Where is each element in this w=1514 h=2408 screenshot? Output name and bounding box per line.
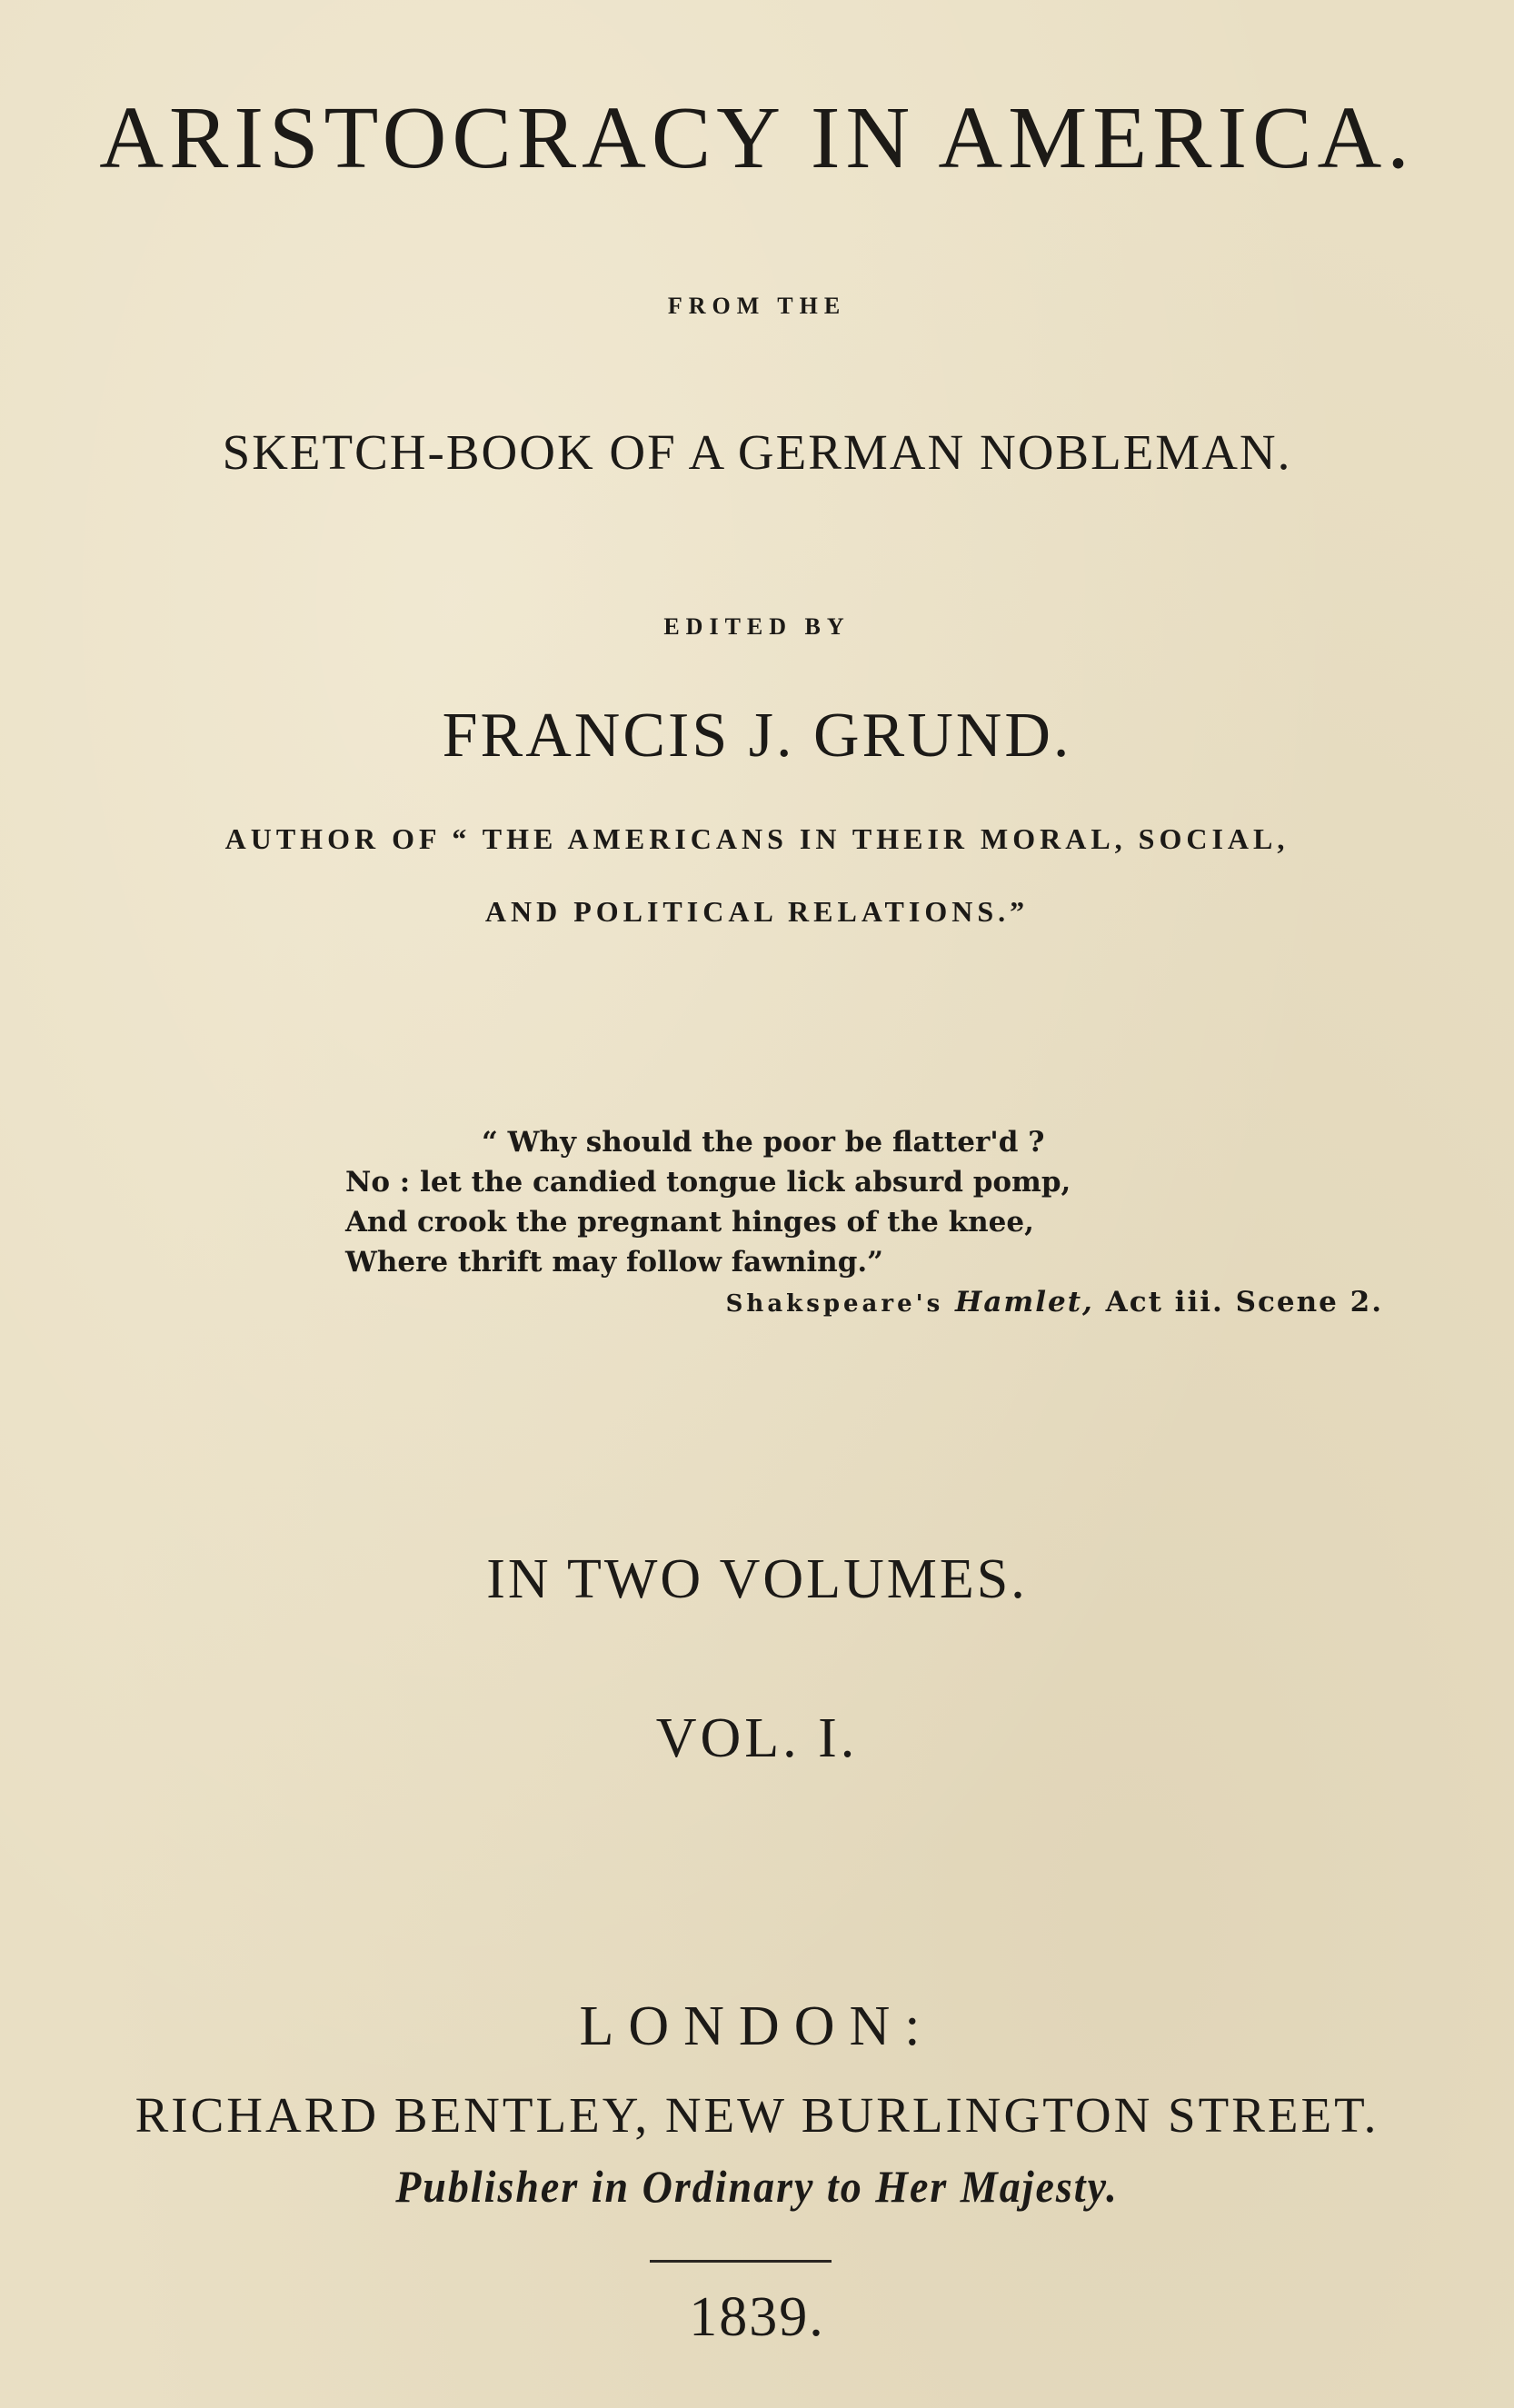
epigraph-line: And crook the pregnant hinges of the knee, <box>345 1206 1034 1239</box>
imprint-appointment: Publisher in Ordinary to Her Majesty. <box>395 2161 1119 2212</box>
volume-number: VOL. I. <box>655 1707 859 1769</box>
from-the-label: FROM THE <box>667 293 847 319</box>
author-credit-line-2: AND POLITICAL RELATIONS.” <box>484 895 1030 928</box>
book-title: ARISTOCRACY IN AMERICA. <box>99 89 1415 187</box>
imprint-city: LONDON: <box>579 1995 935 2057</box>
author-credit-line-1: AUTHOR OF “ THE AMERICANS IN THEIR MORAL, SOCIAL, <box>224 822 1290 855</box>
attribution-play: Hamlet, <box>955 1286 1094 1318</box>
epigraph-line: “ Why should the poor be flatter'd ? <box>482 1126 1045 1159</box>
attribution-author: Shakspeare's <box>725 1290 944 1318</box>
book-subtitle: SKETCH-BOOK OF A GERMAN NOBLEMAN. <box>222 424 1292 480</box>
editor-name: FRANCIS J. GRUND. <box>442 701 1072 771</box>
epigraph <box>345 1122 1399 1324</box>
imprint-divider <box>650 2260 832 2263</box>
imprint-publisher: RICHARD BENTLEY, NEW BURLINGTON STREET. <box>134 2087 1380 2143</box>
attribution-location: Act iii. Scene 2. <box>1105 1286 1383 1318</box>
volumes-note: IN TWO VOLUMES. <box>486 1548 1028 1610</box>
imprint-year: 1839. <box>689 2286 825 2348</box>
epigraph-line: Where thrift may follow fawning.” <box>345 1246 884 1279</box>
epigraph-line: No : let the candied tongue lick absurd pomp, <box>345 1166 1071 1199</box>
epigraph-attribution <box>345 1282 1399 1324</box>
edited-by-label: EDITED BY <box>663 613 851 640</box>
